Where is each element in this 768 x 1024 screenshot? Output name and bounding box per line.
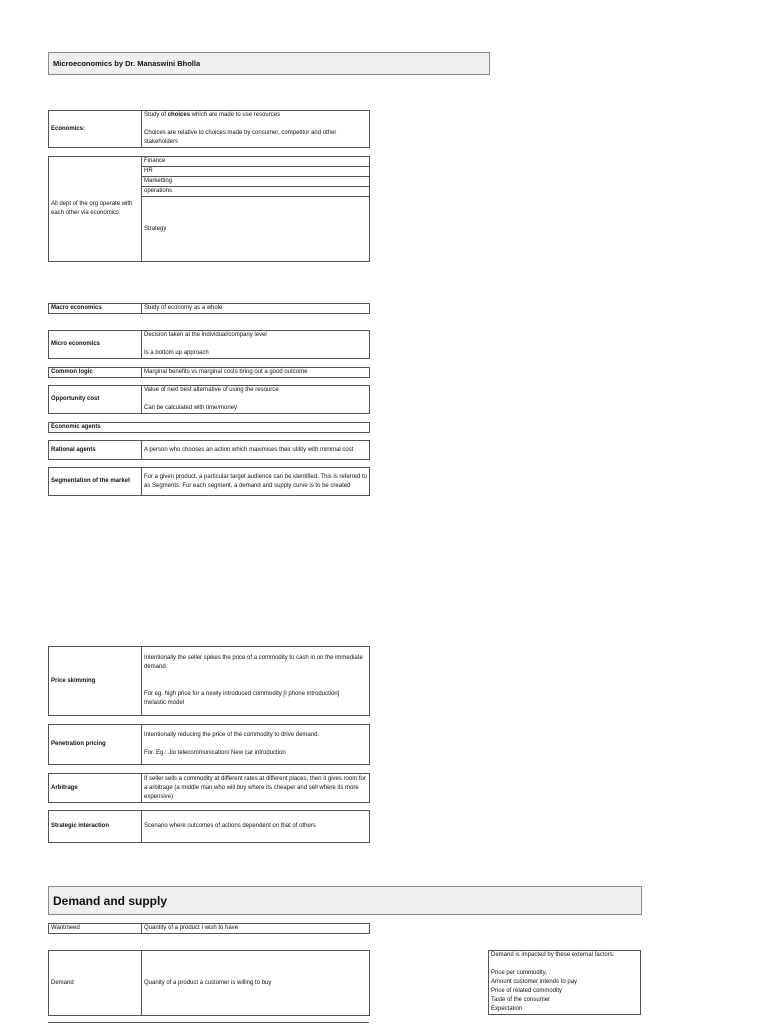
economics-table — [48, 110, 370, 148]
economics-line2: Choices are relative to choices made by consumer, competitor and other stakeholders — [144, 130, 337, 145]
micro-label: Micro economics — [49, 331, 142, 359]
micro-definition — [142, 331, 370, 359]
economics-line1: Study of choices which are made to use resources — [144, 112, 281, 118]
arbitrage-value: If seller sells a commodity at different rates at different places, then it gives room for a arbitrage (a middle man who will buy where its cheaper and sell where its more expensive) — [142, 774, 370, 803]
strategic-interaction-label: Strategic interaction — [49, 811, 142, 843]
opportunity-cost-table — [48, 385, 370, 414]
arbitrage-table — [48, 773, 370, 803]
penetration-pricing-definition — [142, 725, 370, 765]
dept-operations: operations — [142, 187, 370, 197]
penetration-pricing-label: Penetration pricing — [49, 725, 142, 765]
demand-factors-heading: Demand is impacted by these external factors: — [491, 952, 615, 958]
opportunity-cost-line2: Can be calculated with time/money — [144, 405, 238, 411]
economic-agents-label: Economic agents — [49, 423, 370, 433]
price-skimming-definition — [142, 647, 370, 716]
economics-label: Economics: — [49, 111, 142, 148]
common-logic-table — [48, 367, 370, 378]
rational-agents-table — [48, 440, 370, 460]
factor-item: Amount customer intends to pay — [491, 979, 578, 985]
dept-finance: Finance — [142, 157, 370, 167]
rational-agents-label: Rational agents — [49, 441, 142, 460]
departments-table — [48, 156, 370, 262]
segmentation-table — [48, 467, 370, 496]
factor-item: Taste of the consumer — [491, 997, 551, 1003]
macro-table — [48, 303, 370, 314]
factor-item: Expectation — [491, 1006, 523, 1012]
strategic-interaction-table — [48, 810, 370, 843]
want-need-table — [48, 923, 370, 934]
economic-agents-table — [48, 422, 370, 433]
price-skimming-line3: Inelastic model — [144, 700, 185, 706]
want-need-label: Want/need — [49, 924, 142, 934]
demand-table — [48, 950, 370, 1016]
common-logic-value: Marginal benefits vs marginal costs bring out a good outcome — [142, 368, 370, 378]
price-skimming-table — [48, 646, 370, 716]
segmentation-label: Segmentation of the market — [49, 468, 142, 496]
opportunity-cost-label: Opportunity cost — [49, 386, 142, 414]
segmentation-value: For a given product, a particular target audience can be identified. This is referred to as Segments. For each segment, a demand and supply curve is to be created — [142, 468, 370, 496]
common-logic-label: Common logic — [49, 368, 142, 378]
demand-value: Quanity of a product a customer is willing to buy — [142, 951, 370, 1016]
dept-marketting: Marketting — [142, 177, 370, 187]
macro-label: Macro economics — [49, 304, 142, 314]
demand-label: Demand — [49, 951, 142, 1016]
price-skimming-label: Price skimming — [49, 647, 142, 716]
opportunity-cost-definition — [142, 386, 370, 414]
price-skimming-line2: For eg. high price for a newly introduced commodity [I phone introduction] — [144, 691, 340, 697]
arbitrage-label: Arbitrage — [49, 774, 142, 803]
micro-line2: Is a bottom up approach — [144, 350, 209, 356]
penetration-pricing-line2: For. Eg.: Jio telecommunication/ New car introduction — [144, 750, 286, 756]
macro-value: Study of economy as a whole — [142, 304, 370, 314]
demand-factors-box — [488, 950, 641, 1015]
factor-item: Price per commodity, — [491, 970, 547, 976]
economics-definition — [142, 111, 370, 148]
penetration-pricing-line1: Intentionally reducing the price of the commodity to drive demand. — [144, 732, 320, 738]
micro-line1: Decision taken at the individual/company level — [144, 332, 267, 338]
opportunity-cost-line1: Value of next best alternative of using the resource — [144, 387, 279, 393]
micro-table — [48, 330, 370, 359]
dept-hr: HR — [142, 167, 370, 177]
page-title: Microeconomics by Dr. Manaswini Bholla — [48, 52, 490, 75]
factor-item: Price of related commodity — [491, 988, 563, 994]
section-title: Demand and supply — [48, 886, 642, 915]
price-skimming-line1: Intentionally the seller spikes the price of a commodity to cash in on the immediate demand. — [144, 655, 363, 670]
strategic-interaction-value: Scenario where outcomes of actions dependent on that of others — [142, 811, 370, 843]
departments-label: All dept of the org operate with each other via economics — [49, 157, 142, 262]
dept-strategy: Strategy — [142, 197, 370, 262]
want-need-value: Quantity of a product I wish to have — [142, 924, 370, 934]
rational-agents-value: A person who chooses an action which maximises their utility with minimal cost — [142, 441, 370, 460]
penetration-pricing-table — [48, 724, 370, 765]
